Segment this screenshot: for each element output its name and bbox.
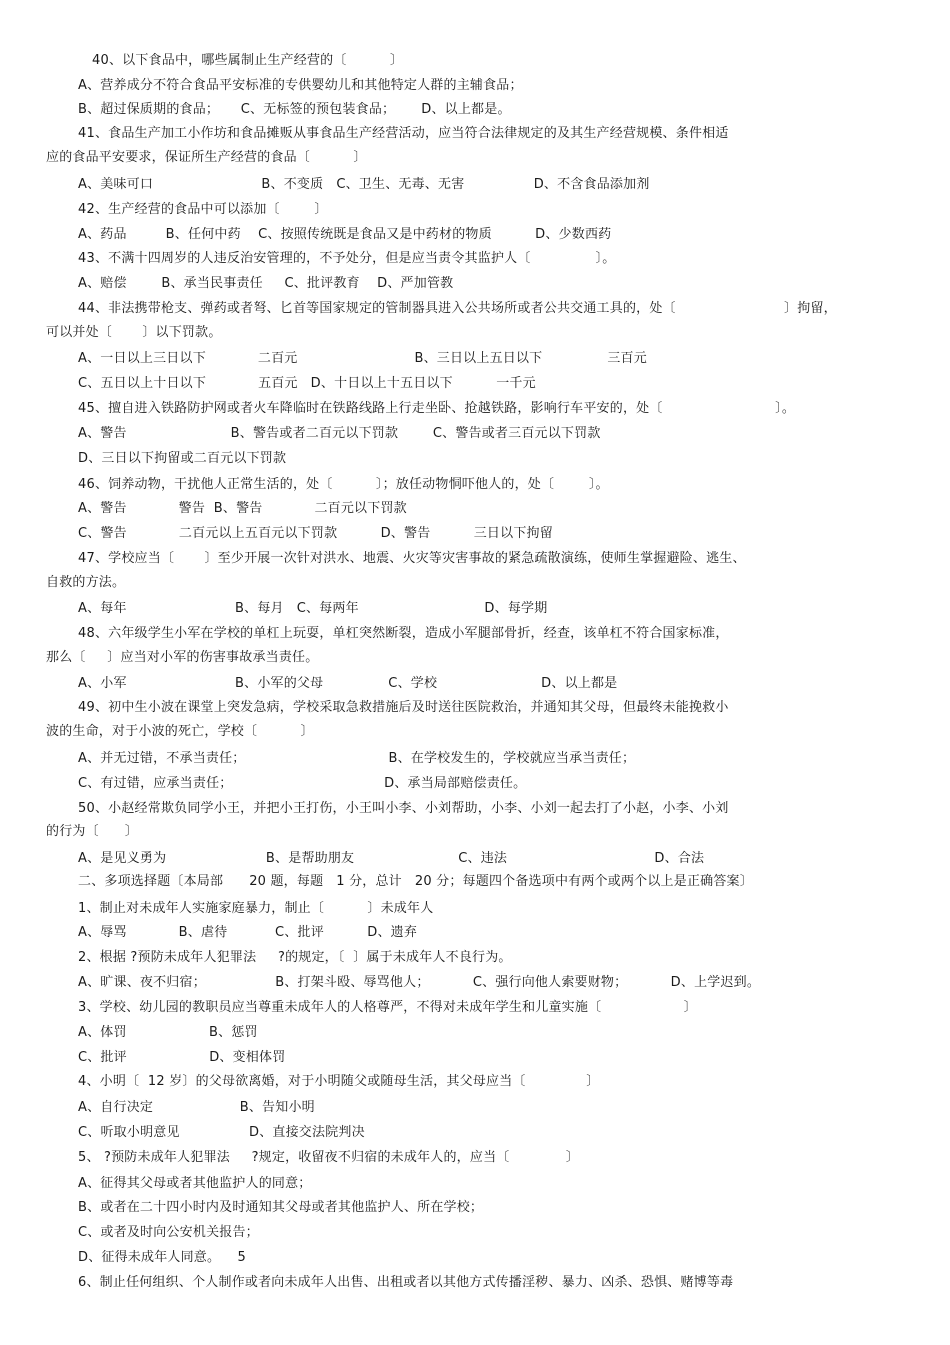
text-line: 二、多项选择题〔本局部 20 题，每题 1 分，总计 20 分；每题四个备选项中有两个或两个以上是正确答案〕 [78,874,753,889]
text-line: A、美味可口 B、不变质 C、卫生、无毒、无害 D、不含食品添加剂 [78,177,650,192]
text-line: 那么〔 〕应当对小军的伤害事故承当责任。 [46,650,319,665]
text-line: 44、非法携带枪支、弹药或者弩、匕首等国家规定的管制器具进入公共场所或者公共交通工具的，处〔 〕拘留， [78,301,837,316]
text-line: 42、生产经营的食品中可以添加〔 〕 [78,202,328,217]
text-line: A、旷课、夜不归宿； B、打架斗殴、辱骂他人； C、强行向他人索要财物； D、上学迟到。 [78,975,761,990]
text-line: A、征得其父母或者其他监护人的同意； [78,1176,312,1191]
text-line: C、听取小明意见 D、直接交法院判决 [78,1125,365,1140]
text-line: 45、擅自进入铁路防护网或者火车降临时在铁路线路上行走坐卧、抢越铁路，影响行车平安的，处〔 〕。 [78,401,796,416]
text-line: C、或者及时向公安机关报告； [78,1225,259,1240]
text-line: 的行为〔 〕 [46,824,138,839]
text-line: 41、食品生产加工小作坊和食品摊贩从事食品生产经营活动，应当符合法律规定的及其生产经营规模、条件相适 [78,126,729,141]
text-line: 可以并处〔 〕以下罚款。 [46,325,222,340]
text-line: A、警告 警告 B、警告 二百元以下罚款 [78,501,407,516]
text-line: 49、初中生小波在课堂上突发急病，学校采取急救措施后及时送往医院救治，并通知其父母，但最终未能挽救小 [78,700,729,715]
text-line: 43、不满十四周岁的人违反治安管理的，不予处分，但是应当责令其监护人〔 〕。 [78,251,616,266]
text-line: 自救的方法。 [46,575,126,590]
text-line: 2、根据 ?预防未成年人犯罪法 ?的规定，〔 〕属于未成年人不良行为。 [78,950,512,965]
text-line: A、营养成分不符合食品平安标准的专供婴幼儿和其他特定人群的主辅食品； [78,78,523,93]
text-line: 波的生命，对于小波的死亡，学校〔 〕 [46,724,314,739]
text-line: A、辱骂 B、虐待 C、批评 D、遗弃 [78,925,418,940]
text-line: C、有过错，应承当责任； D、承当局部赔偿责任。 [78,776,527,791]
text-line: D、三日以下拘留或二百元以下罚款 [78,451,287,466]
text-line: A、是见义勇为 B、是帮助朋友 C、违法 D、合法 [78,851,705,866]
text-line: A、小军 B、小军的父母 C、学校 D、以上都是 [78,676,618,691]
text-line: A、药品 B、任何中药 C、按照传统既是食品又是中药材的物质 D、少数西药 [78,227,612,242]
text-line: A、一日以上三日以下 二百元 B、三日以上五日以下 三百元 [78,351,647,366]
text-line: 应的食品平安要求，保证所生产经营的食品〔 〕 [46,150,367,165]
text-line: 3、学校、幼儿园的教职员应当尊重未成年人的人格尊严，不得对未成年学生和儿童实施〔 〕 [78,1000,697,1015]
text-line: D、征得未成年人同意。 5 [78,1250,247,1265]
text-line: 46、饲养动物，干扰他人正常生活的，处〔 〕；放任动物恫吓他人的，处〔 〕。 [78,477,609,492]
text-line: A、赔偿 B、承当民事责任 C、批评教育 D、严加管教 [78,276,454,291]
text-line: A、体罚 B、惩罚 [78,1025,258,1040]
text-line: 5、 ?预防未成年人犯罪法 ?规定，收留夜不归宿的未成年人的，应当〔 〕 [78,1150,579,1165]
text-line: 47、学校应当〔 〕至少开展一次针对洪水、地震、火灾等灾害事故的紧急疏散演练，使师生掌握避险、逃生、 [78,551,746,566]
text-line: B、或者在二十四小时内及时通知其父母或者其他监护人、所在学校； [78,1200,484,1215]
text-line: 6、制止任何组织、个人制作或者向未成年人出售、出租或者以其他方式传播淫秽、暴力、凶杀、恐惧、赌博等毒 [78,1275,734,1290]
text-line: C、批评 D、变相体罚 [78,1050,286,1065]
text-line: C、警告 二百元以上五百元以下罚款 D、警告 三日以下拘留 [78,526,553,541]
text-line: 50、小赵经常欺负同学小王，并把小王打伤，小王叫小李、小刘帮助，小李、小刘一起去打了小赵，小李、小刘 [78,801,729,816]
text-line: 4、小明〔 12 岁〕的父母欲离婚，对于小明随父或随母生活，其父母应当〔 〕 [78,1074,600,1089]
text-line: A、自行决定 B、告知小明 [78,1100,315,1115]
text-line: 48、六年级学生小军在学校的单杠上玩耍，单杠突然断裂，造成小军腿部骨折，经查，该单杠不符合国家标准， [78,626,729,641]
text-line: C、五日以上十日以下 五百元 D、十日以上十五日以下 一千元 [78,376,536,391]
text-line: 40、以下食品中，哪些属制止生产经营的〔 〕 [92,53,404,68]
text-line: B、超过保质期的食品； C、无标签的预包装食品； D、以上都是。 [78,102,511,117]
text-line: A、警告 B、警告或者二百元以下罚款 C、警告或者三百元以下罚款 [78,426,601,441]
text-line: 1、制止对未成年人实施家庭暴力，制止〔 〕未成年人 [78,901,434,916]
text-line: A、并无过错，不承当责任； B、在学校发生的，学校就应当承当责任； [78,751,636,766]
text-line: A、每年 B、每月 C、每两年 D、每学期 [78,601,548,616]
